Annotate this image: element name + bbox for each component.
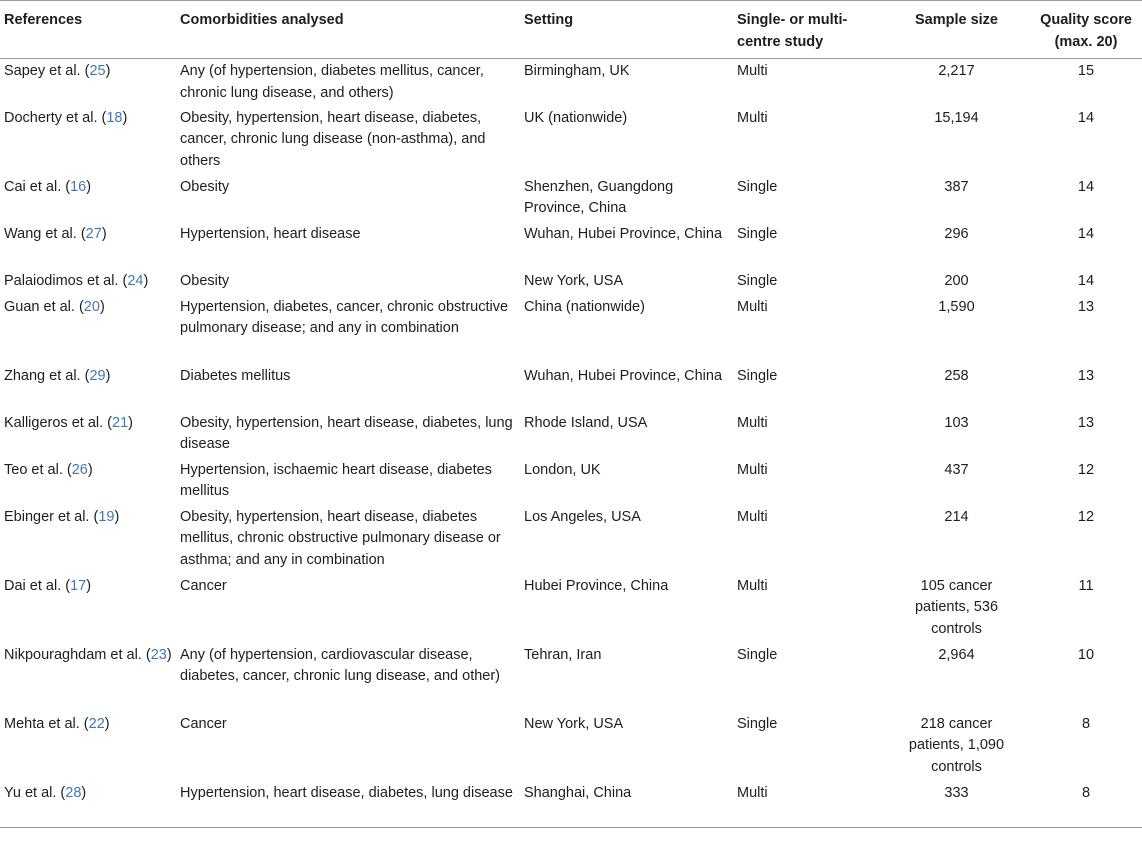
reference-number-link[interactable]: 21 [112, 414, 129, 431]
reference-close-paren: ) [114, 508, 120, 525]
cell-centre-type: Single [737, 715, 778, 732]
cell-sample-size: 103 [944, 414, 969, 431]
reference-number-link[interactable]: 20 [83, 298, 100, 315]
reference-close-paren: ) [86, 577, 92, 594]
header-row [0, 1, 1142, 59]
cell-quality-score: 13 [1077, 298, 1095, 315]
cell-sample-size: 214 [944, 508, 969, 525]
cell-comorbidities: Obesity [180, 178, 230, 195]
reference-author: Kalligeros et al. ( [4, 414, 112, 431]
cell-centre-type: Multi [737, 298, 768, 315]
cell-setting: New York, USA [524, 715, 624, 732]
cell-centre-type: Multi [733, 781, 883, 828]
cell-reference [0, 222, 176, 269]
table-row [0, 643, 1142, 712]
reference-number-link[interactable]: 23 [150, 646, 167, 663]
cell-quality-score: 14 [1077, 178, 1095, 195]
reference-author: Docherty et al. ( [4, 109, 107, 126]
cell-quality-score: 12 [1077, 508, 1095, 525]
table-row [0, 781, 1142, 828]
table-row [0, 59, 1142, 106]
reference-close-paren: ) [105, 63, 111, 79]
table-row [0, 175, 1142, 222]
reference-close-paren: ) [122, 109, 128, 126]
table-row [0, 295, 1142, 364]
cell-reference [0, 175, 176, 222]
cell-quality-score: 8 [1081, 715, 1091, 732]
cell-sample-size: 296 [944, 225, 969, 242]
cell-comorbidities: Hypertension, diabetes, cancer, chronic obstructive pulmonary disease; and any in combination [180, 298, 509, 336]
cell-centre-type: Multi [737, 63, 768, 79]
cell-setting: Wuhan, Hubei Province, China [524, 225, 723, 242]
header-centre-type: Single- or multi-centre study [733, 1, 883, 59]
header-setting: Setting [520, 1, 733, 59]
reference-number-link[interactable]: 29 [89, 367, 106, 384]
cell-sample-size: 437 [944, 461, 969, 478]
cell-sample-size: 333 [883, 781, 1030, 828]
cell-centre-type: Multi [737, 414, 768, 431]
cell-comorbidities: Obesity [180, 272, 230, 289]
cell-sample-size: 2,217 [938, 63, 975, 79]
header-references: References [0, 1, 176, 59]
cell-comorbidities: Cancer [180, 715, 227, 732]
table-row [0, 364, 1142, 411]
cell-reference [0, 505, 176, 574]
cell-quality-score: 13 [1077, 414, 1095, 431]
cell-setting: Shanghai, China [520, 781, 733, 828]
cell-reference [0, 295, 176, 364]
reference-close-paren: ) [101, 225, 107, 242]
cell-setting: China (nationwide) [524, 298, 645, 315]
cell-sample-size: 387 [944, 178, 969, 195]
cell-quality-score: 13 [1077, 367, 1095, 384]
cell-comorbidities: Cancer [180, 577, 227, 594]
cell-setting: Tehran, Iran [524, 646, 602, 663]
cell-centre-type: Single [737, 225, 778, 242]
header-comorbidities: Comorbidities analysed [176, 1, 520, 59]
cell-quality-score: 14 [1077, 109, 1095, 126]
cell-setting: Hubei Province, China [524, 577, 669, 594]
cell-sample-size: 1,590 [938, 298, 975, 315]
table-row [0, 106, 1142, 175]
table-row [0, 712, 1142, 781]
reference-number-link[interactable]: 26 [71, 461, 88, 478]
reference-author: Nikpouraghdam et al. ( [4, 646, 151, 663]
cell-sample-size: 105 cancer patients, 536 controls [914, 577, 999, 637]
cell-quality-score: 8 [1030, 781, 1142, 828]
reference-author: Dai et al. ( [4, 577, 71, 594]
reference-author: Guan et al. ( [4, 298, 84, 315]
cell-setting: London, UK [524, 461, 601, 478]
cell-comorbidities: Obesity, hypertension, heart disease, diabetes, cancer, chronic lung disease (non-asthma), and others [180, 109, 486, 169]
table-row [0, 505, 1142, 574]
header-quality-score: Quality score (max. 20) [1030, 1, 1142, 59]
reference-author: Ebinger et al. ( [4, 508, 99, 525]
reference-author: Palaiodimos et al. ( [4, 272, 128, 289]
cell-centre-type: Single [737, 178, 778, 195]
cell-setting: New York, USA [524, 272, 624, 289]
cell-comorbidities: Diabetes mellitus [180, 367, 291, 384]
cell-sample-size: 2,964 [938, 646, 975, 663]
reference-number-link[interactable]: 24 [127, 272, 144, 289]
cell-setting: Los Angeles, USA [524, 508, 641, 525]
cell-comorbidities: Any (of hypertension, cardiovascular disease, diabetes, cancer, chronic lung disease, and other) [180, 646, 501, 684]
cell-comorbidities: Obesity, hypertension, heart disease, diabetes, lung disease [180, 414, 513, 452]
reference-close-paren: ) [105, 367, 111, 384]
reference-author: Teo et al. ( [4, 461, 72, 478]
table-row [0, 458, 1142, 505]
cell-sample-size: 258 [944, 367, 969, 384]
table-body [0, 59, 1142, 828]
cell-centre-type: Multi [737, 577, 768, 594]
cell-comorbidities: Hypertension, ischaemic heart disease, diabetes mellitus [180, 461, 492, 499]
cell-reference [0, 59, 176, 106]
cell-centre-type: Single [737, 272, 778, 289]
reference-close-paren: ) [128, 414, 133, 431]
reference-close-paren: ) [143, 272, 149, 289]
cell-quality-score: 14 [1077, 272, 1095, 289]
cell-setting: Rhode Island, USA [524, 414, 648, 431]
cell-centre-type: Multi [737, 508, 768, 525]
reference-close-paren: ) [81, 784, 87, 801]
cell-setting: UK (nationwide) [524, 109, 628, 126]
cell-centre-type: Multi [737, 461, 768, 478]
table-row [0, 574, 1142, 643]
reference-close-paren: ) [104, 715, 110, 732]
reference-number-link[interactable]: 19 [98, 508, 115, 525]
header-sample-size: Sample size [883, 1, 1030, 59]
reference-close-paren: ) [166, 646, 172, 663]
cell-setting: Shenzhen, Guangdong Province, China [524, 178, 674, 216]
reference-close-paren: ) [87, 461, 93, 478]
table-row [0, 411, 1142, 458]
cell-reference [0, 411, 176, 458]
table-header [0, 1, 1142, 59]
cell-reference [0, 574, 176, 643]
cell-reference [0, 458, 176, 505]
cell-sample-size: 200 [944, 272, 969, 289]
cell-comorbidities: Obesity, hypertension, heart disease, diabetes mellitus, chronic obstructive pulmonary disease or asthma; and any in combination [180, 508, 501, 568]
reference-number-link[interactable]: 25 [89, 63, 106, 79]
cell-quality-score: 12 [1077, 461, 1095, 478]
reference-author: Yu et al. ( [4, 784, 66, 801]
cell-comorbidities: Hypertension, heart disease, diabetes, lung disease [176, 781, 520, 828]
cell-comorbidities: Any (of hypertension, diabetes mellitus, cancer, chronic lung disease, and others) [180, 63, 484, 101]
reference-number-link[interactable]: 16 [70, 178, 87, 195]
cell-setting: Birmingham, UK [524, 63, 630, 79]
cell-reference [0, 781, 176, 828]
reference-number-link[interactable]: 17 [70, 577, 87, 594]
cell-setting: Wuhan, Hubei Province, China [524, 367, 723, 384]
cell-reference [0, 643, 176, 712]
cell-reference [0, 106, 176, 175]
reference-number-link[interactable]: 18 [106, 109, 123, 126]
reference-close-paren: ) [86, 178, 92, 195]
cell-quality-score: 15 [1077, 63, 1095, 79]
table-row [0, 222, 1142, 269]
cell-reference [0, 712, 176, 781]
cell-reference [0, 269, 176, 295]
reference-number-link[interactable]: 28 [65, 784, 82, 801]
cell-quality-score: 10 [1077, 646, 1095, 663]
reference-author: Zhang et al. ( [4, 367, 90, 384]
cell-quality-score: 14 [1077, 225, 1095, 242]
reference-author: Wang et al. ( [4, 225, 86, 242]
cell-reference [0, 364, 176, 411]
cell-quality-score: 11 [1078, 577, 1094, 594]
reference-close-paren: ) [99, 298, 105, 315]
cell-sample-size: 218 cancer patients, 1,090 controls [908, 715, 1005, 775]
cell-centre-type: Single [737, 367, 778, 384]
cell-centre-type: Multi [737, 109, 768, 126]
reference-author: Sapey et al. ( [4, 63, 90, 79]
reference-number-link[interactable]: 22 [88, 715, 105, 732]
reference-author: Cai et al. ( [4, 178, 71, 195]
cell-comorbidities: Hypertension, heart disease [180, 225, 361, 242]
reference-author: Mehta et al. ( [4, 715, 89, 732]
table-row [0, 269, 1142, 295]
cell-centre-type: Single [737, 646, 778, 663]
reference-number-link[interactable]: 27 [85, 225, 102, 242]
cell-sample-size: 15,194 [934, 109, 979, 126]
